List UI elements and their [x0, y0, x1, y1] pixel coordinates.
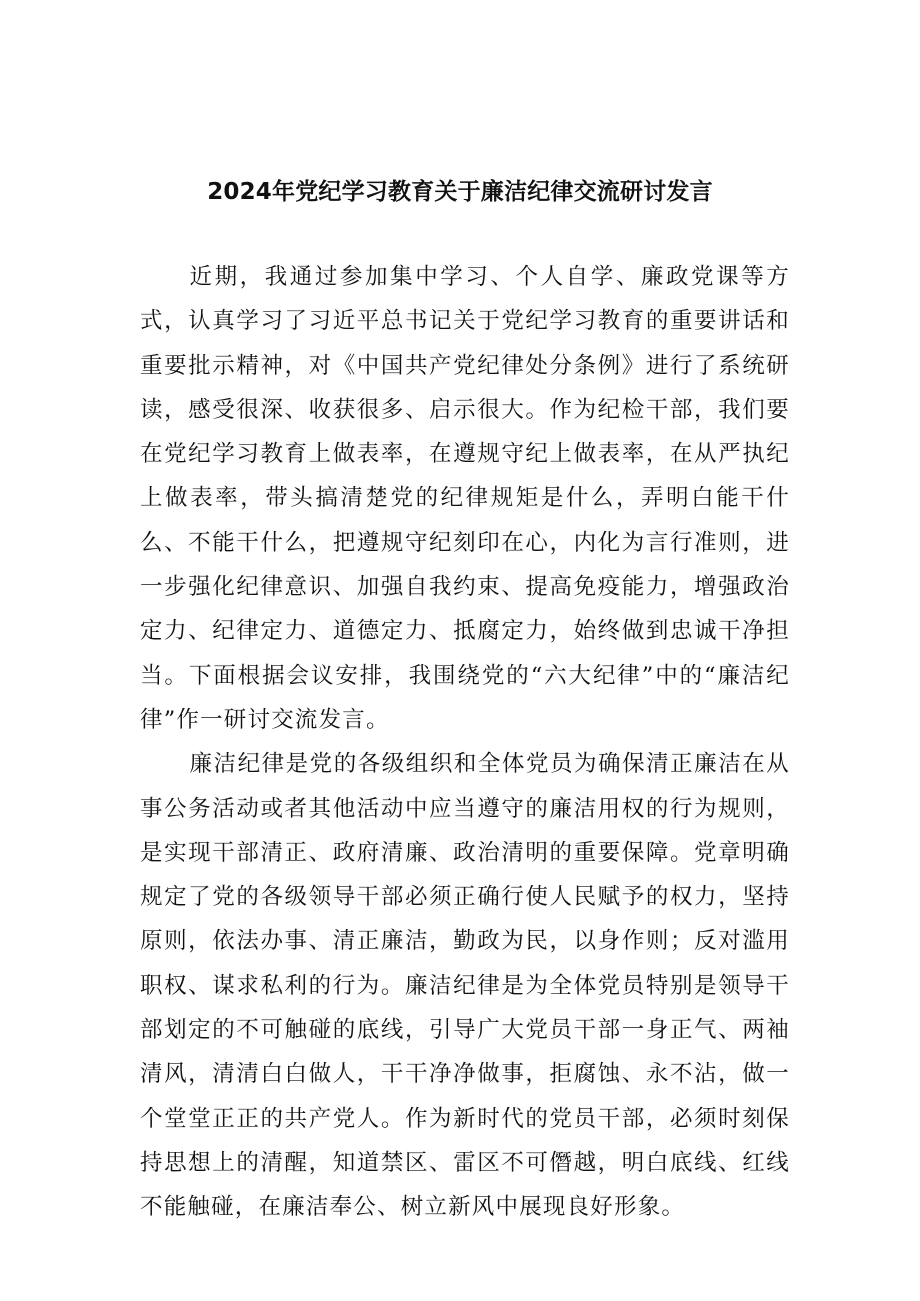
paragraph-integrity-discipline: 廉洁纪律是党的各级组织和全体党员为确保清正廉洁在从事公务活动或者其他活动中应当遵守的廉洁用权的行为规则，是实现干部清正、政府清廉、政治清明的重要保障。党章明确规定了党的各级领导干部必须正确行使人民赋予的权力，坚持原则，依法办事、清正廉洁，勤政为民，以身作则；反对滥用职权、谋求私利的行为。廉洁纪律是为全体党员特别是领导干部划定的不可触碰的底线，引导广大党员干部一身正气、两袖清风，清清白白做人，干干净净做事，拒腐蚀、永不沾，做一个堂堂正正的共产党人。作为新时代的党员干部，必须时刻保持思想上的清醒，知道禁区、雷区不可僭越，明白底线、红线不能触碰，在廉洁奉公、树立新风中展现良好形象。	[140, 751, 790, 1221]
document-title: 2024年党纪学习教育关于廉洁纪律交流研讨发言	[207, 179, 713, 205]
paragraph-intro: 近期，我通过参加集中学习、个人自学、廉政党课等方式，认真学习了习近平总书记关于党纪学习教育的重要讲话和重要批示精神，对《中国共产党纪律处分条例》进行了系统研读，感受很深、收获很多、启示很大。作为纪检干部，我们要在党纪学习教育上做表率，在遵规守纪上做表率，在从严执纪上做表率，带头搞清楚党的纪律规矩是什么，弄明白能干什么、不能干什么，把遵规守纪刻印在心，内化为言行准则，进一步强化纪律意识、加强自我约束、提高免疫能力，增强政治定力、纪律定力、道德定力、抵腐定力，始终做到忠诚干净担当。下面根据会议安排，我围绕党的“六大纪律”中的“廉洁纪律”作一研讨交流发言。	[140, 264, 790, 733]
document-body	[140, 255, 790, 1230]
